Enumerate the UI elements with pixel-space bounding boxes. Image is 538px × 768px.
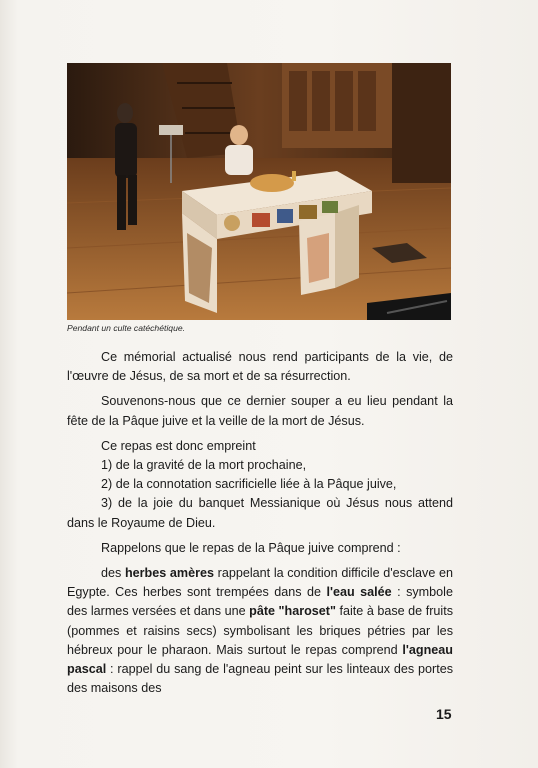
- photo: [67, 63, 451, 320]
- paragraph: Rappelons que le repas de la Pâque juive comprend :: [101, 540, 401, 555]
- paragraph: Ce mémorial actualisé nous rend participants de la vie, de l'œuvre de Jésus, de sa mort et de sa résurrection.: [67, 350, 453, 384]
- paragraph: Ce repas est donc empreint: [101, 438, 256, 453]
- list-item: 2) de la connotation sacrificielle liée à la Pâque juive,: [101, 477, 397, 492]
- body-text: [67, 348, 453, 704]
- paragraph-passover-meal: [67, 564, 453, 698]
- text-run: des: [101, 566, 125, 581]
- text-run: rappelant la condition difficile d'esclave en Egypte. Ces herbes sont trempées dans de: [67, 566, 453, 600]
- bold-term: pâte "haroset": [249, 604, 336, 619]
- text-run: : symbole des larmes versées et dans une: [67, 585, 453, 619]
- page-number: 15: [436, 706, 452, 722]
- list-item: 3) de la joie du banquet Messianique où Jésus nous attend dans le Royaume de Dieu.: [67, 496, 453, 530]
- list-item: 1) de la gravité de la mort prochaine,: [101, 458, 307, 473]
- text-run: faite à base de fruits (pommes et raisins secs) symbolisant les briques pétries par les hébreux pour le pharaon. Mais surtout le repas comprend: [67, 604, 453, 657]
- photo-altar-scene-icon: [67, 63, 451, 320]
- photo-caption: Pendant un culte catéchétique.: [67, 323, 186, 333]
- text-run: : rappel du sang de l'agneau peint sur les linteaux des portes des maisons des: [67, 662, 453, 696]
- bold-term: l'agneau pascal: [67, 642, 453, 677]
- paragraph: Souvenons-nous que ce dernier souper a eu lieu pendant la fête de la Pâque juive et la veille de la mort de Jésus.: [67, 394, 453, 428]
- bold-term: l'eau salée: [326, 585, 392, 600]
- bold-term: herbes amères: [124, 566, 215, 581]
